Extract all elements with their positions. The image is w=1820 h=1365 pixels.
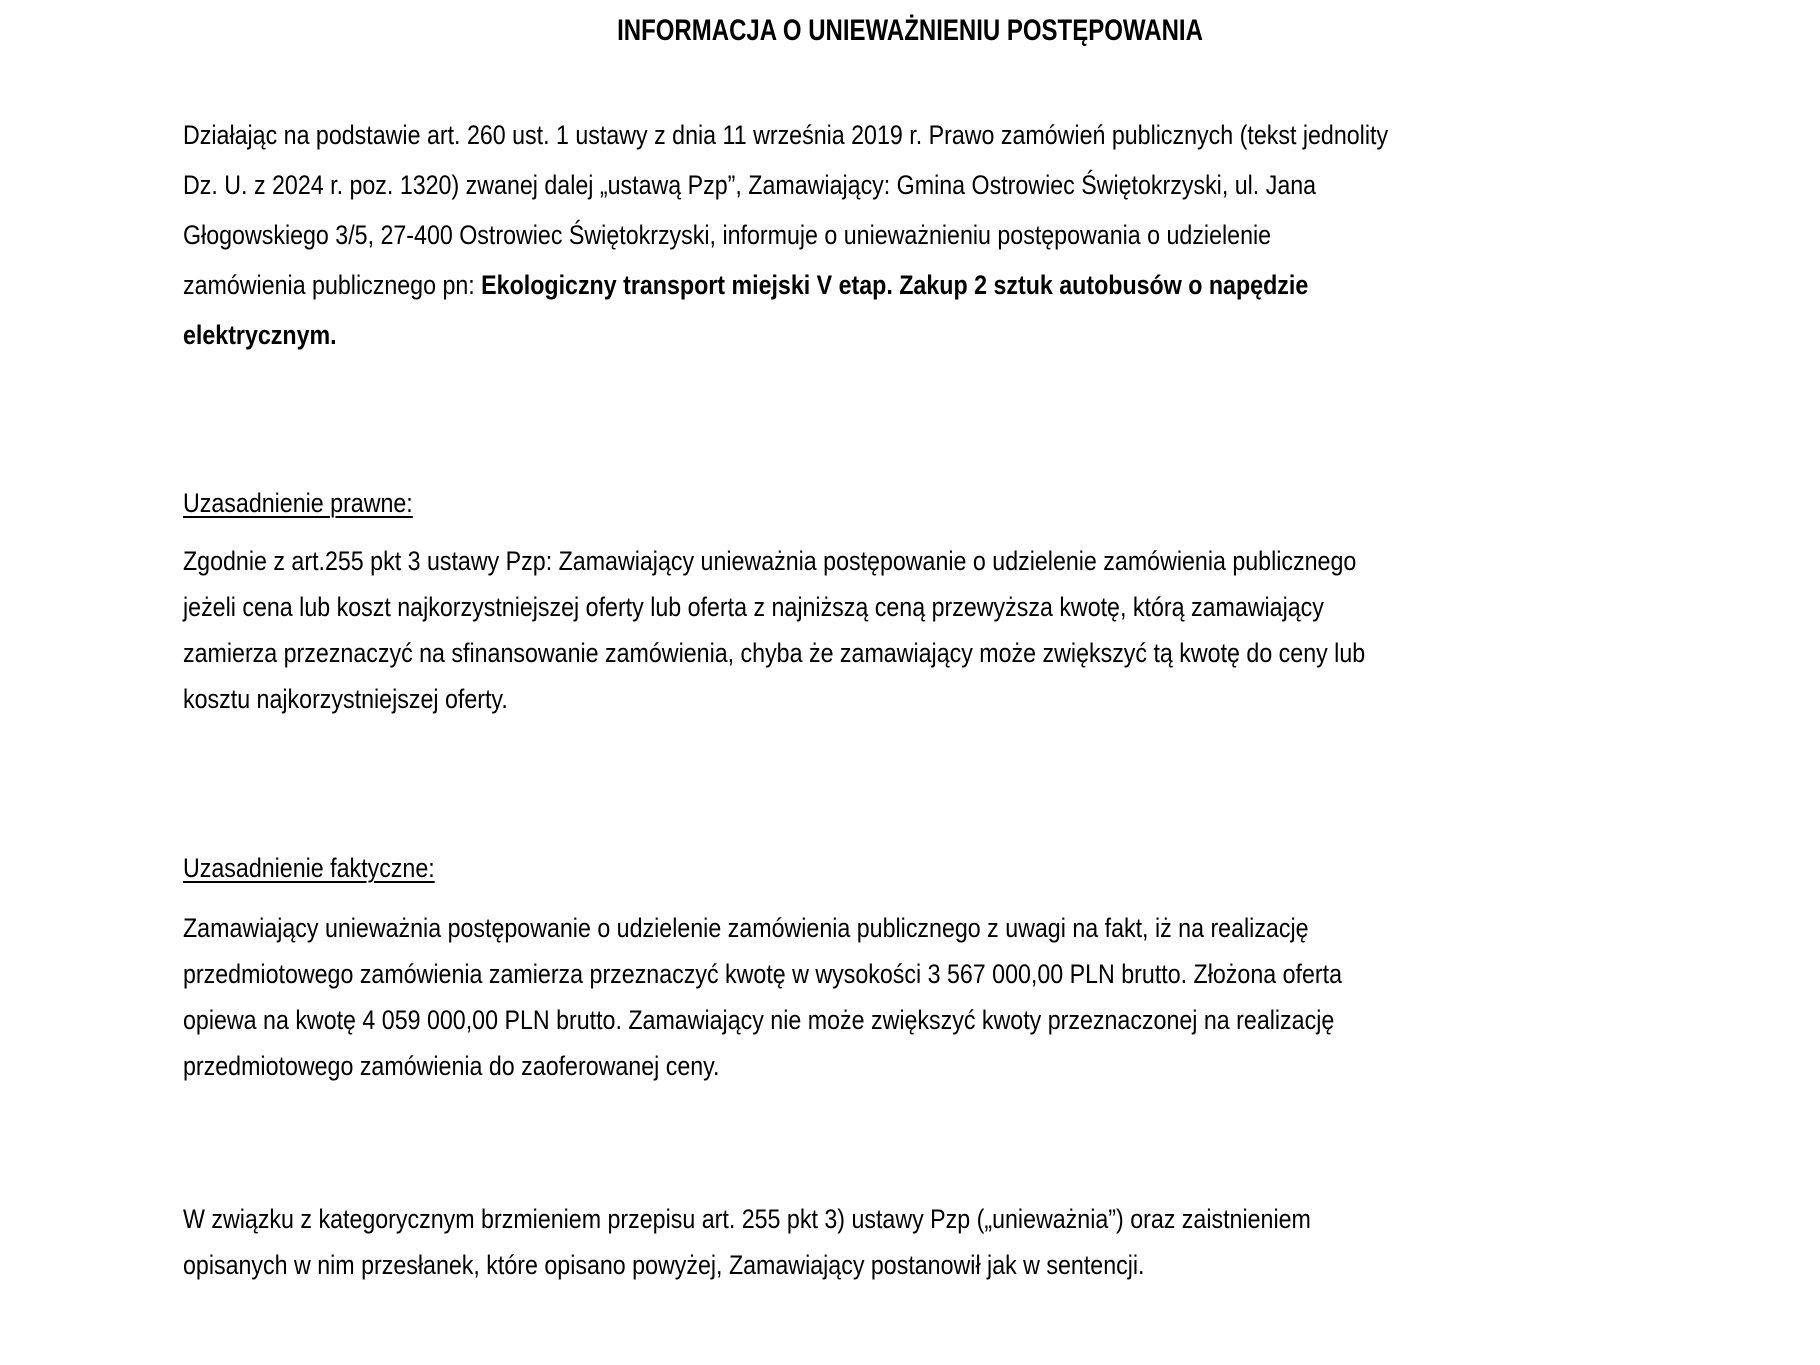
legal-justification-heading-text: Uzasadnienie prawne: xyxy=(183,488,413,518)
legal-justification-body: Zgodnie z art.255 pkt 3 ustawy Pzp: Zamawiający unieważnia postępowanie o udzielenie zamówienia publicznego jeżeli cena lub koszt najkorzystniejszej oferty lub oferta z najniższą ceną przewyższa kwotę, którą zamawiający zamierza przeznaczyć na sfinansowanie zamówienia, chyba że zamawiający może zwiększyć tą kwotę do ceny lub kosztu najkorzystniejszej oferty. xyxy=(183,546,1366,714)
procurement-subject: Ekologiczny transport miejski V etap. Zakup 2 sztuk autobusów o napędzie elektrycznym. xyxy=(183,270,1309,350)
intro-paragraph-block xyxy=(183,110,1395,360)
factual-justification-block-2 xyxy=(183,1196,1395,1288)
legal-justification-block xyxy=(183,538,1395,722)
page-title xyxy=(0,14,1820,48)
factual-justification-body-2: W związku z kategorycznym brzmieniem przepisu art. 255 pkt 3) ustawy Pzp („unieważnia”) oraz zaistnieniem opisanych w nim przesłanek, które opisano powyżej, Zamawiający postanowił jak w sentencji. xyxy=(183,1204,1311,1280)
page-title-text: INFORMACJA O UNIEWAŻNIENIU POSTĘPOWANIA xyxy=(617,14,1203,47)
factual-justification-heading-text: Uzasadnienie faktyczne: xyxy=(183,853,435,883)
factual-justification-body-1: Zamawiający unieważnia postępowanie o udzielenie zamówienia publicznego z uwagi na fakt, iż na realizację przedmiotowego zamówienia zamierza przeznaczyć kwotę w wysokości 3 567 000,00 PLN brutto. Złożona oferta opiewa na kwotę 4 059 000,00 PLN brutto. Zamawiający nie może zwiększyć kwoty przeznaczonej na realizację przedmiotowego zamówienia do zaoferowanej ceny. xyxy=(183,913,1342,1081)
intro-text: Działając na podstawie art. 260 ust. 1 ustawy z dnia 11 września 2019 r. Prawo zamówień publicznych (tekst jednolity Dz. U. z 2024 r. poz. 1320) zwanej dalej „ustawą Pzp”, Zamawiający: Gmina Ostrowiec Świętokrzyski, ul. Jana Głogowskiego 3/5, 27-400 Ostrowiec Świętokrzyski, informuje o unieważnieniu postępowania o udzielenie zamówienia publicznego pn: xyxy=(183,120,1389,300)
factual-justification-heading xyxy=(183,848,1820,888)
intro-paragraph xyxy=(183,110,1395,360)
legal-justification-heading xyxy=(183,483,1820,523)
factual-justification-block-1 xyxy=(183,905,1395,1089)
